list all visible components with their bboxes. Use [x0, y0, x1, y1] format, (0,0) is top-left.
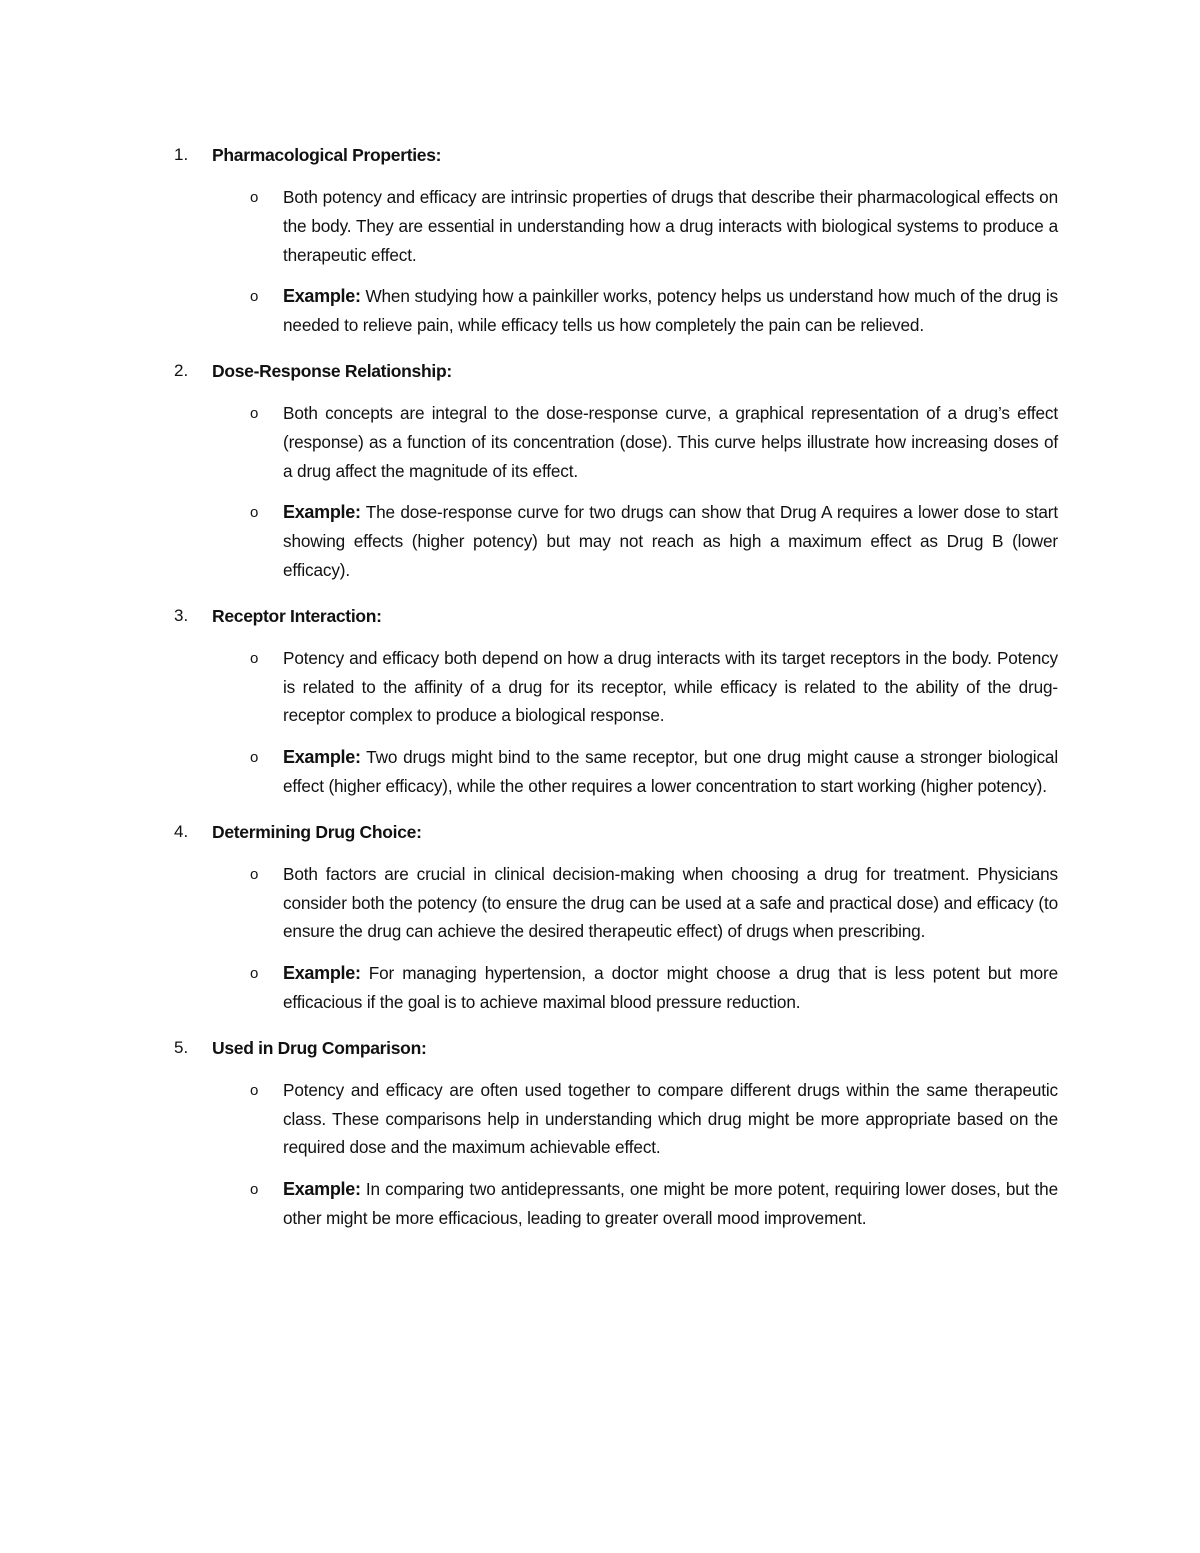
example-label: Example: — [283, 286, 361, 307]
list-section — [174, 1033, 1058, 1233]
section-number: 1. — [174, 145, 189, 164]
section-heading — [174, 601, 1058, 631]
list-item — [174, 959, 1058, 1017]
list-section — [174, 140, 1058, 340]
bullet-text — [283, 498, 1058, 584]
section-number: 5. — [174, 1037, 189, 1057]
section-number: 2. — [174, 360, 189, 380]
bullet-list — [174, 399, 1058, 585]
bullet-list — [174, 644, 1058, 801]
list-item — [174, 644, 1058, 730]
bullet-text — [283, 1076, 1058, 1162]
section-number: 4. — [174, 821, 189, 841]
bullet-marker: o — [250, 649, 259, 667]
section-title: Dose-Response Relationship: — [212, 360, 452, 381]
list-item — [174, 743, 1058, 801]
bullet-body: When studying how a painkiller works, potency helps us understand how much of the drug is needed to relieve pain, while efficacy tells us how completely the pain can be relieved. — [283, 286, 1058, 336]
section-title: Receptor Interaction: — [212, 605, 382, 626]
example-label: Example: — [283, 747, 361, 768]
bullet-marker: o — [250, 1181, 259, 1199]
bullet-marker: o — [250, 1081, 259, 1099]
list-section — [174, 601, 1058, 801]
bullet-text — [283, 959, 1058, 1017]
bullet-body: Potency and efficacy are often used together to compare different drugs within the same therapeutic class. These comparisons help in understanding which drug might be more appropriate based on the required dose and the maximum achievable effect. — [283, 1079, 1058, 1158]
bullet-text — [283, 743, 1058, 801]
bullet-body: In comparing two antidepressants, one might be more potent, requiring lower doses, but the other might be more efficacious, leading to greater overall mood improvement. — [283, 1179, 1058, 1228]
numbered-list — [174, 140, 1058, 1249]
bullet-text — [283, 399, 1058, 485]
list-item — [174, 183, 1058, 269]
section-heading — [174, 356, 1058, 386]
list-item — [174, 498, 1058, 584]
bullet-marker: o — [250, 288, 259, 306]
example-label: Example: — [283, 963, 361, 984]
bullet-list — [174, 860, 1058, 1017]
bullet-marker: o — [250, 404, 259, 422]
bullet-body: The dose-response curve for two drugs can show that Drug A requires a lower dose to start showing effects (higher potency) but may not reach as high a maximum effect as Drug B (lower efficacy). — [283, 502, 1058, 580]
bullet-marker: o — [250, 865, 259, 883]
bullet-marker: o — [250, 504, 259, 522]
bullet-text — [283, 1175, 1058, 1233]
bullet-marker: o — [250, 749, 259, 767]
example-label: Example: — [283, 502, 361, 523]
bullet-body: For managing hypertension, a doctor might choose a drug that is less potent but more efficacious if the goal is to achieve maximal blood pressure reduction. — [283, 963, 1058, 1012]
bullet-text — [283, 282, 1058, 340]
bullet-list — [174, 1076, 1058, 1233]
bullet-body: Both potency and efficacy are intrinsic properties of drugs that describe their pharmacological effects on the body. They are essential in understanding how a drug interacts with biological systems to produce a therapeutic effect. — [283, 187, 1058, 265]
bullet-marker: o — [250, 965, 259, 983]
section-heading — [174, 817, 1058, 847]
list-section — [174, 817, 1058, 1017]
section-title: Pharmacological Properties: — [212, 145, 442, 165]
bullet-marker: o — [250, 189, 259, 206]
bullet-text — [283, 860, 1058, 946]
bullet-body: Both factors are crucial in clinical decision-making when choosing a drug for treatment. Physicians consider both the potency (to ensure the drug can be used at a safe and practical dose) and efficacy (to ensure the drug can achieve the desired therapeutic effect) of drugs when prescribing. — [283, 863, 1058, 942]
bullet-text — [283, 644, 1058, 730]
bullet-body: Potency and efficacy both depend on how a drug interacts with its target receptors in the body. Potency is related to the affinity of a drug for its receptor, while efficacy is related to the ability of the drug-receptor complex to produce a biological response. — [283, 647, 1058, 726]
list-section — [174, 356, 1058, 585]
section-heading — [174, 1033, 1058, 1063]
example-label: Example: — [283, 1179, 361, 1200]
section-number: 3. — [174, 605, 189, 625]
bullet-body: Two drugs might bind to the same receptor, but one drug might cause a stronger biological effect (higher efficacy), while the other requires a lower concentration to start working (higher potency). — [283, 747, 1058, 796]
list-item — [174, 282, 1058, 340]
section-title: Determining Drug Choice: — [212, 821, 422, 842]
bullet-body: Both concepts are integral to the dose-response curve, a graphical representation of a drug’s effect (response) as a function of its concentration (dose). This curve helps illustrate how increasing doses of a drug affect the magnitude of its effect. — [283, 402, 1058, 481]
list-item — [174, 1076, 1058, 1162]
bullet-list — [174, 183, 1058, 340]
bullet-text — [283, 183, 1058, 269]
list-item — [174, 860, 1058, 946]
section-heading — [174, 140, 1058, 170]
list-item — [174, 399, 1058, 485]
section-title: Used in Drug Comparison: — [212, 1037, 427, 1058]
list-item — [174, 1175, 1058, 1233]
